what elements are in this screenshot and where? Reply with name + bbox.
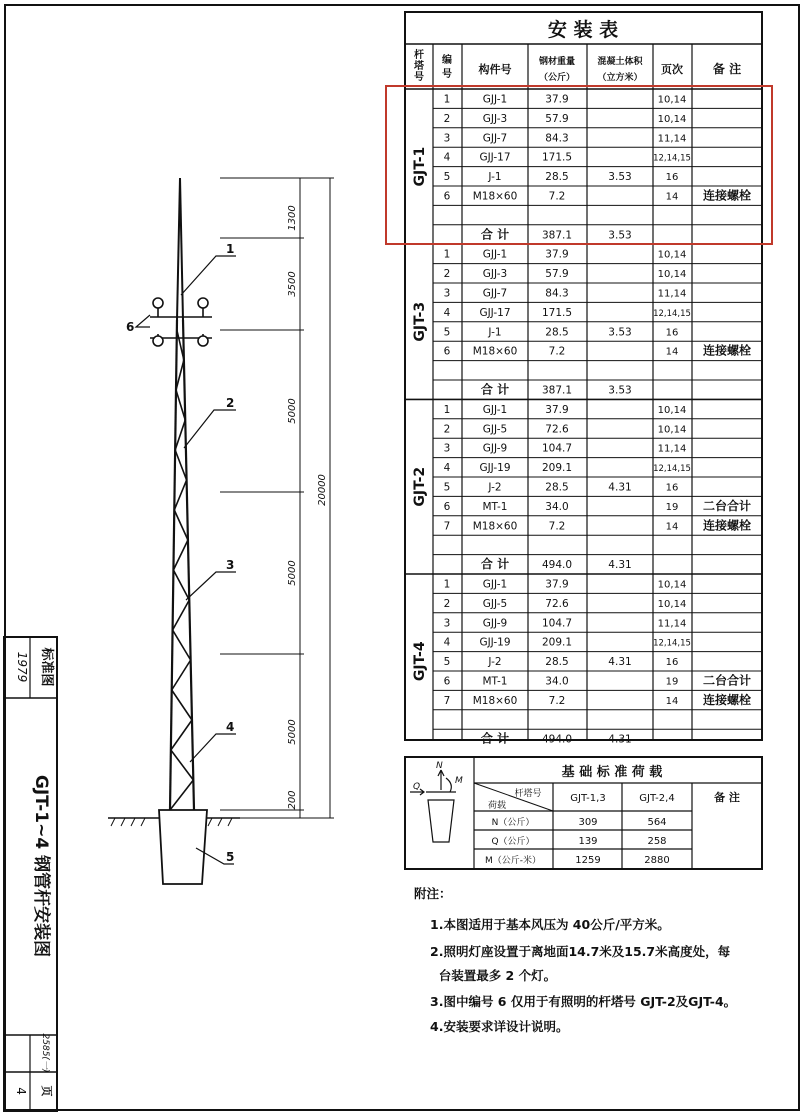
row-part: GJJ-7 <box>482 287 508 300</box>
row-steel: 7.2 <box>548 190 566 203</box>
load-row-name: M（公斤-米） <box>484 856 542 866</box>
load-row-name: Q（公斤） <box>491 837 535 847</box>
callout-2: 2 <box>226 396 235 410</box>
total-label: 合 计 <box>480 227 510 242</box>
total-concrete: 3.53 <box>608 229 632 242</box>
dim-200: 200 <box>287 790 298 810</box>
row-steel: 37.9 <box>545 93 569 106</box>
row-no: 5 <box>443 656 451 669</box>
row-no: 2 <box>443 268 451 281</box>
row-steel: 28.5 <box>545 656 569 669</box>
row-no: 6 <box>443 500 451 513</box>
row-no: 3 <box>443 442 451 455</box>
row-no: 6 <box>443 345 451 358</box>
row-no: 3 <box>443 617 451 630</box>
row-page: 16 <box>665 327 679 339</box>
row-page: 11,14 <box>657 288 687 300</box>
row-part: GJJ-5 <box>482 597 508 610</box>
row-page: 11,14 <box>657 443 687 455</box>
total-concrete: 4.31 <box>608 733 632 746</box>
row-page: 10,14 <box>657 249 687 261</box>
row-part: GJJ-7 <box>482 132 508 145</box>
page-number: 4 <box>14 1087 28 1095</box>
row-page: 10,14 <box>657 404 687 416</box>
std-label: 标准图 <box>39 647 54 687</box>
row-part: J-2 <box>488 481 502 494</box>
row-part: J-1 <box>488 326 502 339</box>
install-header-5: 页次 <box>661 63 683 76</box>
install-header-2: 构件号 <box>478 63 512 76</box>
row-part: GJJ-1 <box>482 248 508 261</box>
row-steel: 28.5 <box>545 481 569 494</box>
row-no: 1 <box>443 578 451 591</box>
sketch-label-n: N <box>436 761 443 771</box>
row-page: 10,14 <box>657 424 687 436</box>
row-steel: 209.1 <box>541 636 573 649</box>
row-part: J-1 <box>488 171 502 184</box>
page-label: 页 <box>40 1085 53 1097</box>
row-steel: 37.9 <box>545 248 569 261</box>
row-part: M18×60 <box>472 694 518 707</box>
load-col-b: GJT-2,4 <box>639 793 675 804</box>
row-page: 10,14 <box>657 94 687 106</box>
notes-heading: 附注： <box>414 886 452 901</box>
row-page: 16 <box>665 482 679 494</box>
row-steel: 84.3 <box>545 287 569 300</box>
load-row-name: N（公斤） <box>491 818 535 828</box>
row-remark: 连接螺栓 <box>702 343 752 358</box>
row-no: 2 <box>443 423 451 436</box>
row-part: GJJ-9 <box>482 617 508 630</box>
load-row-a: 309 <box>578 817 598 828</box>
row-page: 19 <box>665 676 679 688</box>
row-steel: 7.2 <box>548 345 566 358</box>
row-page: 10,14 <box>657 113 687 125</box>
row-steel: 7.2 <box>548 694 566 707</box>
row-part: GJJ-17 <box>479 306 511 319</box>
sketch-label-q: Q <box>413 782 421 792</box>
install-header-3-unit: （公斤） <box>538 73 576 83</box>
year: 1979 <box>15 651 29 683</box>
callout-5: 5 <box>226 850 235 864</box>
row-page: 16 <box>665 657 679 669</box>
row-page: 14 <box>665 521 679 533</box>
row-steel: 171.5 <box>541 306 573 319</box>
sketch-label-m: M <box>455 776 463 786</box>
row-steel: 72.6 <box>545 597 569 610</box>
install-header-1: 号 <box>442 69 452 80</box>
row-page: 16 <box>665 172 679 184</box>
row-page: 10,14 <box>657 579 687 591</box>
callout-3: 3 <box>226 558 235 572</box>
row-part: GJJ-19 <box>479 636 511 649</box>
row-no: 2 <box>443 597 451 610</box>
row-concrete: 4.31 <box>608 481 632 494</box>
row-page: 19 <box>665 501 679 513</box>
callout-6: 6 <box>126 320 135 334</box>
row-part: GJJ-17 <box>479 151 511 164</box>
row-steel: 37.9 <box>545 578 569 591</box>
row-steel: 209.1 <box>541 462 573 475</box>
load-col-remark: 备 注 <box>714 791 740 804</box>
load-row-b: 2880 <box>644 855 670 866</box>
row-no: 3 <box>443 132 451 145</box>
row-steel: 104.7 <box>541 617 573 630</box>
row-no: 7 <box>443 694 451 707</box>
row-no: 4 <box>443 636 451 649</box>
row-no: 5 <box>443 481 451 494</box>
row-page: 10,14 <box>657 598 687 610</box>
row-no: 1 <box>443 93 451 106</box>
row-no: 4 <box>443 462 451 475</box>
dim-total: 20000 <box>317 474 328 506</box>
dim-3500: 3500 <box>287 271 298 297</box>
row-steel: 34.0 <box>545 675 569 688</box>
callout-1: 1 <box>226 242 235 256</box>
row-page: 11,14 <box>657 618 687 630</box>
row-part: M18×60 <box>472 190 518 203</box>
load-row-a: 1259 <box>575 855 601 866</box>
row-steel: 28.5 <box>545 171 569 184</box>
row-part: GJJ-1 <box>482 578 508 591</box>
load-row-b: 258 <box>647 836 667 847</box>
row-part: M18×60 <box>472 520 518 533</box>
load-corner-top: 杆塔号 <box>514 789 542 799</box>
tower-label: GJT-2 <box>412 466 428 507</box>
row-steel: 84.3 <box>545 132 569 145</box>
total-label: 合 计 <box>480 382 510 397</box>
install-table-title: 安 装 表 <box>547 19 619 41</box>
callout-4: 4 <box>226 720 235 734</box>
dim-5000-a: 5000 <box>287 398 298 424</box>
row-part: MT-1 <box>482 675 508 688</box>
row-no: 1 <box>443 403 451 416</box>
row-page: 11,14 <box>657 133 687 145</box>
row-part: GJJ-3 <box>482 268 508 281</box>
row-part: MT-1 <box>482 500 508 513</box>
row-no: 4 <box>443 151 451 164</box>
note-2: 2.照明灯座设置于离地面14.7米及15.7米高度处，每 <box>430 944 731 959</box>
tower-label: GJT-3 <box>412 301 428 342</box>
row-steel: 171.5 <box>541 151 573 164</box>
load-row-a: 139 <box>578 836 598 847</box>
row-page: 14 <box>665 695 679 707</box>
tower-label: GJT-1 <box>412 146 428 187</box>
row-remark: 连接螺栓 <box>702 518 752 533</box>
row-remark: 连接螺栓 <box>702 188 752 203</box>
drawing-title: GJT-1~4 钢管杆安装图 <box>31 774 51 958</box>
total-steel: 387.1 <box>541 384 573 397</box>
load-col-a: GJT-1,3 <box>570 793 606 804</box>
total-concrete: 4.31 <box>608 559 632 572</box>
row-remark: 二台合计 <box>702 673 752 688</box>
row-steel: 34.0 <box>545 500 569 513</box>
row-steel: 37.9 <box>545 403 569 416</box>
row-part: J-2 <box>488 656 502 669</box>
dim-5000-b: 5000 <box>287 560 298 586</box>
drawing-code: 2585(一) <box>40 1033 50 1073</box>
row-steel: 28.5 <box>545 326 569 339</box>
row-steel: 72.6 <box>545 423 569 436</box>
row-concrete: 3.53 <box>608 326 632 339</box>
row-no: 5 <box>443 326 451 339</box>
row-part: M18×60 <box>472 345 518 358</box>
dim-1300: 1300 <box>287 205 298 231</box>
install-header-0: 塔 <box>414 61 424 72</box>
row-concrete: 3.53 <box>608 171 632 184</box>
row-no: 6 <box>443 190 451 203</box>
install-header-6: 备 注 <box>712 62 742 76</box>
note-4: 4.安装要求详设计说明。 <box>430 1019 569 1034</box>
row-no: 2 <box>443 112 451 125</box>
install-header-0: 杆 <box>414 50 424 61</box>
tower-label: GJT-4 <box>412 641 428 682</box>
note-1: 1.本图适用于基本风压为 40公斤/平方米。 <box>430 917 670 932</box>
row-part: GJJ-5 <box>482 423 508 436</box>
row-no: 6 <box>443 675 451 688</box>
total-label: 合 计 <box>480 557 510 572</box>
total-label: 合 计 <box>480 731 510 746</box>
row-page: 14 <box>665 191 679 203</box>
total-concrete: 3.53 <box>608 384 632 397</box>
row-page: 12,14,15 <box>653 153 691 164</box>
total-steel: 387.1 <box>541 229 573 242</box>
row-part: GJJ-1 <box>482 93 508 106</box>
row-page: 12,14,15 <box>653 638 691 649</box>
row-steel: 57.9 <box>545 268 569 281</box>
row-part: GJJ-19 <box>479 462 511 475</box>
row-page: 12,14,15 <box>653 464 691 475</box>
row-no: 3 <box>443 287 451 300</box>
row-no: 4 <box>443 306 451 319</box>
row-no: 1 <box>443 248 451 261</box>
row-steel: 57.9 <box>545 112 569 125</box>
row-no: 5 <box>443 171 451 184</box>
row-steel: 7.2 <box>548 520 566 533</box>
install-header-3: 钢材重量 <box>538 57 576 67</box>
install-header-4: 混凝土体积 <box>597 57 643 67</box>
row-part: GJJ-1 <box>482 403 508 416</box>
install-header-4-unit: （立方米） <box>597 73 643 83</box>
row-page: 14 <box>665 346 679 358</box>
row-page: 12,14,15 <box>653 308 691 319</box>
row-remark: 二台合计 <box>702 498 752 513</box>
row-concrete: 4.31 <box>608 656 632 669</box>
note-3: 3.图中编号 6 仅用于有照明的杆塔号 GJT-2及GJT-4。 <box>430 994 737 1009</box>
dim-5000-c: 5000 <box>287 719 298 745</box>
row-steel: 104.7 <box>541 442 573 455</box>
total-steel: 494.0 <box>541 559 573 572</box>
row-part: GJJ-9 <box>482 442 508 455</box>
install-header-0: 号 <box>414 72 424 83</box>
install-header-1: 编 <box>442 55 452 66</box>
total-steel: 494.0 <box>541 733 573 746</box>
load-table-title: 基 础 标 准 荷 载 <box>561 765 663 780</box>
load-row-b: 564 <box>647 817 667 828</box>
row-page: 10,14 <box>657 269 687 281</box>
load-corner-bottom: 荷载 <box>487 801 507 811</box>
row-no: 7 <box>443 520 451 533</box>
row-part: GJJ-3 <box>482 112 508 125</box>
row-remark: 连接螺栓 <box>702 692 752 707</box>
note-2-cont: 台装置最多 2 个灯。 <box>430 968 557 983</box>
